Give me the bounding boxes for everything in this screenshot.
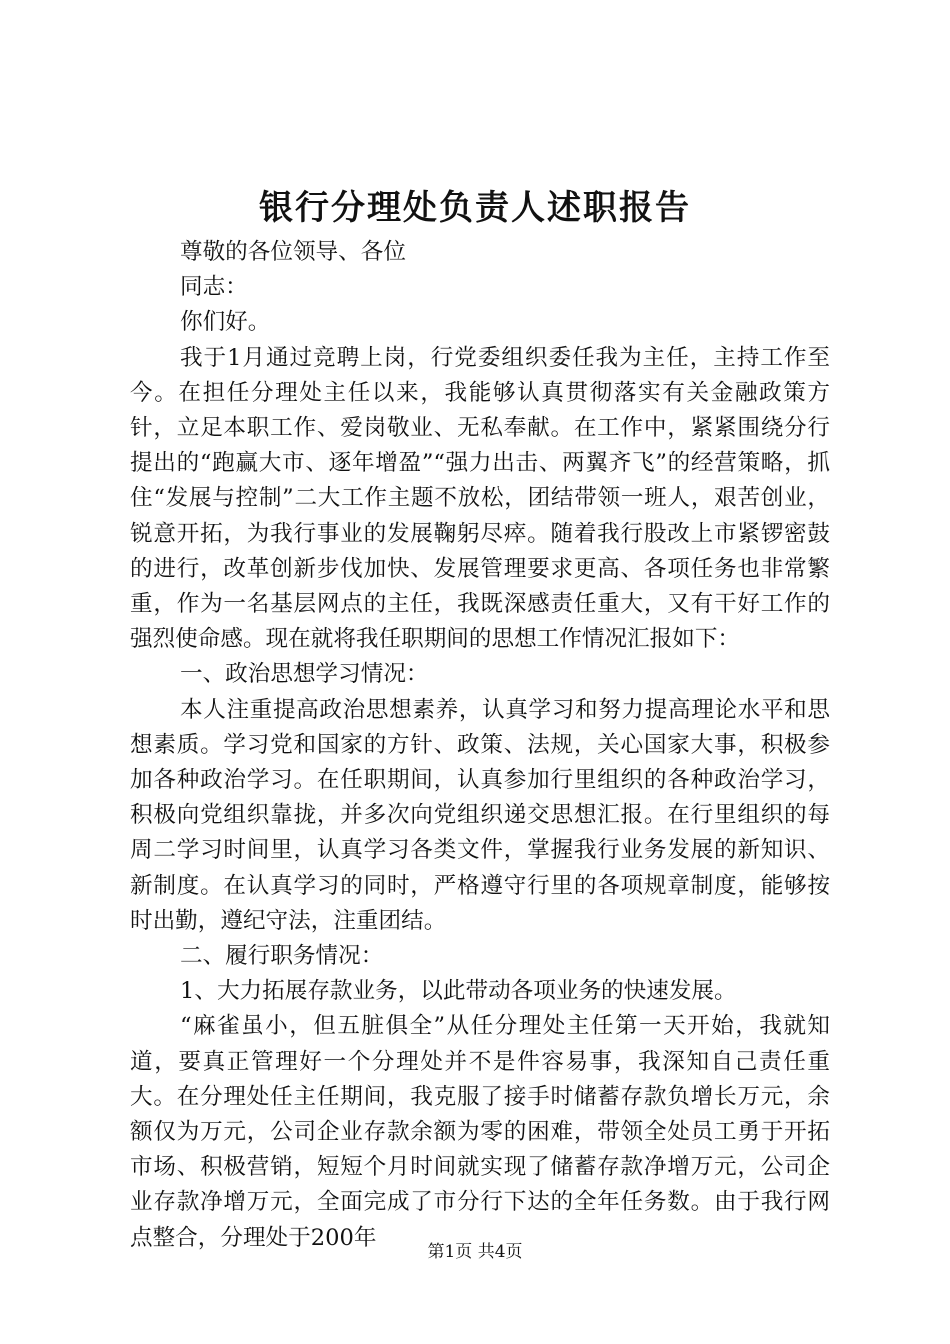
paragraph-salutation: 尊敬的各位领导、各位: [180, 239, 406, 265]
paragraph-political-study: 本人注重提高政治思想素养，认真学习和努力提高理论水平和思想素质。学习党和国家的方针、政策、法规，关心国家大事，积极参加各种政治学习。在任职期间，认真参加行里组织的各种政治学习，积极向党组织靠拢，并多次向党组织递交思想汇报。在行里组织的每周二学习时间里，认真学习各类文件，掌握我行业务发展的新知识、新制度。在认真学习的同时，严格遵守行里的各项规章制度，能够按时出勤，遵纪守法，注重团结。: [130, 696, 830, 934]
paragraph-intro: 我于1月通过竞聘上岗，行党委组织委任我为主任，主持工作至今。在担任分理处主任以来，我能够认真贯彻落实有关金融政策方针，立足本职工作、爱岗敬业、无私奉献。在工作中，紧紧围绕分行提出的“跑赢大市、逐年增盈”“强力出击、两翼齐飞”的经营策略，抓住“发展与控制”二大工作主题不放松，团结带领一班人，艰苦创业，锐意开拓，为我行事业的发展鞠躬尽瘁。随着我行股改上市紧锣密鼓的进行，改革创新步伐加快、发展管理要求更高、各项任务也非常繁重，作为一名基层网点的主任，我既深感责任重大，又有干好工作的强烈使命感。现在就将我任职期间的思想工作情况汇报如下：: [130, 344, 830, 653]
page-number-footer: 第1页 共4页: [427, 1242, 523, 1262]
subsection-heading-1: 1、大力拓展存款业务，以此带动各项业务的快速发展。: [180, 978, 737, 1005]
paragraph-deposit-business: “麻雀虽小，但五脏俱全”从任分理处主任第一天开始，我就知道，要真正管理好一个分理处并不是件容易事，我深知自己责任重大。在分理处任主任期间，我克服了接手时储蓄存款负增长万元，余额仅为万元，公司企业存款余额为零的困难，带领全处员工勇于开拓市场、积极营销，短短个月时间就实现了储蓄存款净增万元，公司企业存款净增万元，全面完成了市分行下达的全年任务数。由于我行网点整合，分理处于200年: [130, 1013, 830, 1251]
document-body: [130, 235, 830, 1256]
section-heading-1: 一、政治思想学习情况：: [180, 661, 429, 688]
document-title: 银行分理处负责人述职报告: [259, 188, 691, 228]
paragraph-greeting: 你们好。: [180, 309, 271, 336]
paragraph-salutation-cont: 同志：: [180, 274, 248, 301]
section-heading-2: 二、履行职务情况：: [180, 943, 384, 970]
